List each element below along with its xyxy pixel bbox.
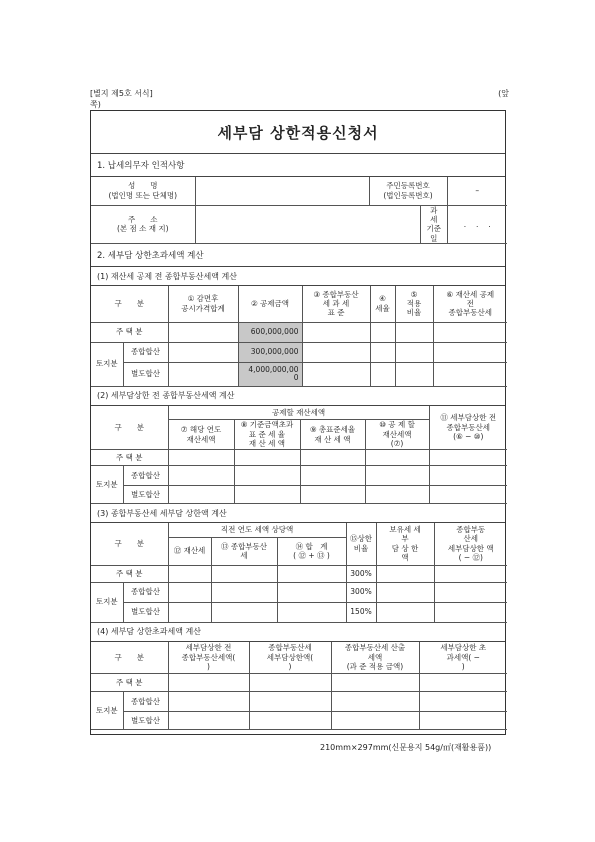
t2-cell[interactable] [429,486,507,504]
t3-cell[interactable] [434,565,507,582]
t2-group-header: 공제할 재산세액 [168,406,429,420]
name-field[interactable] [195,177,369,205]
t2-cell[interactable] [429,466,507,486]
t2-cell[interactable] [234,466,300,486]
t3-header-held: 보유세 세 부 담 상 한 액 [376,523,434,565]
t3-cell[interactable] [168,565,211,582]
t4-land-group-label: 토지분 [91,692,123,730]
t3-header-14: ⑭ 합 계 ( ⑫ + ⑬ ) [277,537,346,565]
t2-header-category: 구 분 [91,406,168,450]
t4-heading: (4) 세부담 상한초과세액 계산 [91,623,505,642]
t3-cell[interactable] [277,565,346,582]
t2-cell[interactable] [234,450,300,466]
idno-field[interactable]: – [447,177,507,205]
t3-row-combined-label: 종합합산 [123,582,168,602]
address-field[interactable] [195,205,447,244]
t4-row-combined-label: 종합합산 [123,692,168,712]
t3-row-separate-label: 별도합산 [123,602,168,622]
section2-heading: 2. 세부담 상한초과세액 계산 [91,244,505,267]
t1-cell[interactable] [433,322,507,342]
t3-header-12: ⑫ 재산세 [168,537,211,565]
t3-rate-housing: 300% [346,565,376,582]
t1-header-category: 구 분 [91,286,168,322]
t1-header-6: ⑥ 재산세 공제 전 종합부동산세 [433,286,507,322]
name-sublabel: (법인명 또는 단체명) [108,190,178,200]
t4-row-separate-label: 별도합산 [123,712,168,730]
t1-header-5: ⑤ 적용 비율 [395,286,433,322]
t2-cell[interactable] [429,450,507,466]
t1-cell[interactable] [395,342,433,362]
t3-land-group-label: 토지분 [91,582,123,622]
idno-label-cell [369,177,447,205]
t4-cell[interactable] [168,712,249,730]
t3-cell[interactable] [434,582,507,602]
t3-cell[interactable] [434,602,507,622]
t4-cell[interactable] [249,692,331,712]
t1-heading: (1) 재산세 공제 전 종합부동산세액 계산 [91,267,505,286]
t4-cell[interactable] [168,674,249,692]
t2-header-11: ⑪ 세부담상한 전 종합부동산세 (⑥ − ⑩) [429,406,507,450]
t2-cell[interactable] [168,450,234,466]
t3-cell[interactable] [211,582,277,602]
address-label-cell [91,205,195,244]
t1-table [91,286,507,387]
idno-label: 주민등록번호 [386,181,430,191]
t4-cell[interactable] [419,674,507,692]
name-label: 성 명 [128,181,158,191]
t3-header-13: ⑬ 종합부동산 세 [211,537,277,565]
idno-sublabel: (법인등록번호) [383,190,433,200]
t1-cell[interactable] [168,362,238,386]
t4-row-housing-label: 주 택 분 [91,674,168,692]
t1-cell[interactable] [302,342,370,362]
t1-header-4: ④ 세율 [370,286,395,322]
t1-deduction-housing[interactable]: 600,000,000 [238,322,302,342]
t1-deduction-separate[interactable]: 4,000,000,00 0 [238,362,302,386]
t2-land-group-label: 토지분 [91,466,123,504]
address-sublabel: (본 점 소 재 지) [116,224,169,234]
t2-row-housing-label: 주 택 분 [91,450,168,466]
t2-cell[interactable] [234,486,300,504]
t2-heading: (2) 세부담상한 전 종합부동산세액 계산 [91,387,505,406]
form-title: 세부담 상한적용신청서 [91,111,505,154]
t3-cell[interactable] [211,602,277,622]
t1-deduction-combined[interactable]: 300,000,000 [238,342,302,362]
t3-cell[interactable] [376,565,434,582]
section1-heading: 1. 납세의무자 인적사항 [91,154,505,177]
t4-table [91,642,507,731]
t4-cell[interactable] [249,712,331,730]
t4-cell[interactable] [168,692,249,712]
t3-heading: (3) 종합부동산세 세부담 상한액 계산 [91,504,505,523]
taxpayer-info-table [91,177,507,244]
t2-cell[interactable] [300,466,365,486]
t1-header-2: ② 공제금액 [238,286,302,322]
t2-cell[interactable] [168,486,234,504]
t3-header-category: 구 분 [91,523,168,565]
t1-header-3: ③ 종합부동산 세 과 세 표 준 [302,286,370,322]
t2-header-10: ⑩ 공 제 할 재산세액 (⑦) [365,420,429,450]
t3-cell[interactable] [211,565,277,582]
address-label: 주 소 [128,214,158,224]
page-side-continuation: 쪽) [90,100,101,109]
t1-cell[interactable] [168,322,238,342]
page-side-label: (앞 [498,89,509,98]
t4-cell[interactable] [331,712,419,730]
t3-rate-separate: 150% [346,602,376,622]
t2-cell[interactable] [365,466,429,486]
t3-cell[interactable] [277,602,346,622]
t3-cell[interactable] [277,582,346,602]
taxbase-sublabel: 기준일 [426,224,441,243]
t2-cell[interactable] [365,486,429,504]
t1-cell[interactable] [302,362,370,386]
t1-cell[interactable] [433,362,507,386]
t1-cell[interactable] [395,322,433,342]
t3-header-15: ⑮상한 비율 [346,523,376,565]
address-input[interactable] [196,206,421,244]
t3-row-housing-label: 주 택 분 [91,565,168,582]
t2-header-8: ⑧ 기준금액초과 표 준 세 율 재 산 세 액 [234,420,300,450]
t2-header-9: ⑨ 총표준세율 재 산 세 액 [300,420,365,450]
t1-cell[interactable] [433,342,507,362]
t2-row-separate-label: 별도합산 [123,486,168,504]
t2-cell[interactable] [365,450,429,466]
t2-cell[interactable] [300,450,365,466]
t4-cell[interactable] [331,692,419,712]
t1-row-combined-label: 종합합산 [123,342,168,362]
t3-group-header: 직전 연도 세액 상당액 [168,523,346,537]
t1-cell[interactable] [168,342,238,362]
t2-table [91,406,507,505]
t4-header-4: 세부담상한 초 과세액( − ) [419,642,507,674]
t3-cell[interactable] [376,582,434,602]
t2-cell[interactable] [300,486,365,504]
paper-spec: 210mm×297mm(신문용지 54g/㎡(재활용품)) [320,743,492,752]
t3-cell[interactable] [376,602,434,622]
t1-header-1: ① 감면후 공시가격합계 [168,286,238,322]
t1-cell[interactable] [370,322,395,342]
taxbase-date-field[interactable]: . . . [447,205,507,244]
t3-rate-combined: 300% [346,582,376,602]
t4-header-1: 세부담상한 전 종합부동산세액( ) [168,642,249,674]
t1-row-separate-label: 별도합산 [123,362,168,386]
t4-header-category: 구 분 [91,642,168,674]
application-form [90,110,506,735]
t4-cell[interactable] [331,674,419,692]
t4-cell[interactable] [419,692,507,712]
t4-cell[interactable] [419,712,507,730]
form-number: [별지 제5호 서식] [90,89,153,98]
t1-cell[interactable] [395,362,433,386]
t3-header-last: 종합부동 산세 세부담상한 액 ( − ⑫) [434,523,507,565]
t4-cell[interactable] [249,674,331,692]
t3-cell[interactable] [168,582,211,602]
t1-land-group-label: 토지분 [91,342,123,386]
t1-cell[interactable] [370,362,395,386]
t1-cell[interactable] [302,322,370,342]
t4-header-2: 종합부동산세 세부담상한액( ) [249,642,331,674]
t2-row-combined-label: 종합합산 [123,466,168,486]
t2-header-7: ⑦ 해당 연도 재산세액 [168,420,234,450]
t2-cell[interactable] [168,466,234,486]
taxbase-label: 과 세 [430,205,445,224]
t3-table [91,523,507,623]
t4-header-3: 종합부동산세 산출 세액 (과 준 적용 금액) [331,642,419,674]
t3-cell[interactable] [168,602,211,622]
taxbase-label-cell [421,206,447,244]
t1-cell[interactable] [370,342,395,362]
name-label-cell [91,177,195,205]
t1-row-housing-label: 주 택 분 [91,322,168,342]
